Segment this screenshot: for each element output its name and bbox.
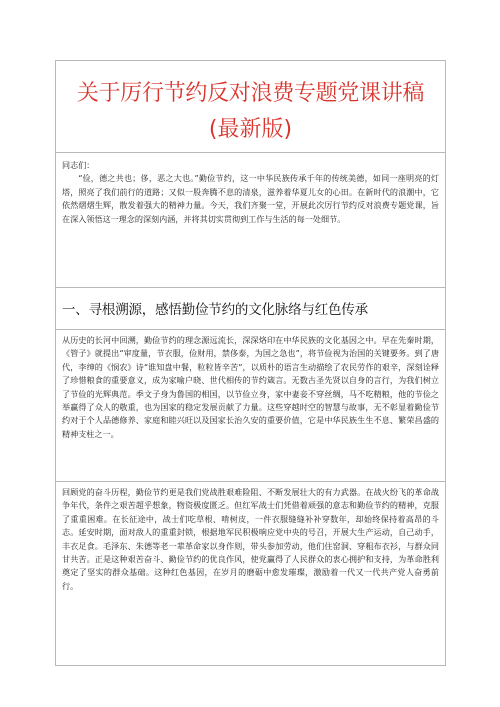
section1-paragraph1: 从历史的长河中回溯，勤俭节约的理念源远流长，深深烙印在中华民族的文化基因之中。早在先秦时期，《管子》就提出“审度量，节衣服，俭财用，禁侈泰，为国之急也”，将节俭视为治国的关键要务。到了唐代，李绅的《悯农》诗“谁知盘中餐，粒粒皆辛苦”，以质朴的语言生动描绘了农民劳作的艰辛，深刻诠释了珍惜粮食的重要意义，成为家喻户晓、世代相传的节约箴言。无数古圣先贤以自身的言行，为我们树立了节俭的光辉典范。季文子身为鲁国的相国，以节俭立身，家中妻妾不穿丝绸，马不吃精粮，他的节俭之举赢得了众人的敬重，也为国家的稳定发展贡献了力量。这些穿越时空的智慧与故事，无不彰显着勤俭节约对于个人品德修养、家庭和睦兴旺以及国家长治久安的重要价值，它是中华民族生生不息、繁荣昌盛的精神支柱之一。 <box>62 335 439 439</box>
document-subtitle: (最新版) <box>208 117 293 142</box>
document-frame <box>55 60 446 666</box>
intro-section <box>56 153 445 288</box>
title-box <box>56 61 445 153</box>
section1-paragraph2-box <box>56 482 445 667</box>
document-title: 关于厉行节约反对浪费专题党课讲稿 <box>76 81 425 106</box>
section1-paragraph2: 回顾党的奋斗历程，勤俭节约更是我们党战胜艰难险阻、不断发展壮大的有力武器。在战火纷飞的革命战争年代，条件之艰苦超乎想象，物资极度匮乏。但红军战士们凭借着顽强的意志和勤俭节约的精神，克服了重重困难。在长征途中，战士们吃草根、啃树皮，一件衣服缝缝补补穿数年，却始终保持着高昂的斗志。延安时期，面对敌人的重重封锁，根据地军民积极响应党中央的号召，开展大生产运动，自己动手，丰衣足食。毛泽东、朱德等老一辈革命家以身作则，带头参加劳动，他们住窑洞、穿粗布衣衫，与群众同甘共苦。正是这种艰苦奋斗、勤俭节约的优良作风，使党赢得了人民群众的衷心拥护和支持，为革命胜利奠定了坚实的群众基础。这种红色基因，在岁月的磨砺中愈发璀璨，激励着一代又一代共产党人奋勇前行。 <box>62 487 439 591</box>
section-heading: 一、寻根溯源，感悟勤俭节约的文化脉络与红色传承 <box>62 302 368 318</box>
intro-paragraph: “俭，德之共也；侈，恶之大也。”勤俭节约，这一中华民族传承千年的传统美德，如同一座明亮的灯塔，照亮了我们前行的道路；又似一股奔腾不息的清泉，滋养着华夏儿女的心田。在新时代的浪潮中，它依然熠熠生辉，散发着强大的精神力量。今天，我们齐聚一堂，开展此次厉行节约反对浪费专题党课，旨在深入领悟这一理念的深刻内涵，并将其切实贯彻到工作与生活的每一处细节。 <box>62 173 439 224</box>
greeting: 同志们： <box>62 160 95 170</box>
section1-paragraph1-box <box>56 329 445 482</box>
